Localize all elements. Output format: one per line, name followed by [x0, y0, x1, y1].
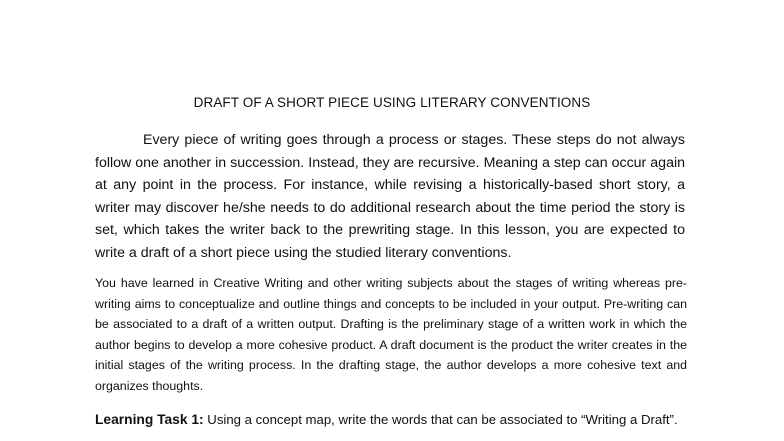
learning-task-text: Using a concept map, write the words that can be associated to “Writing a Draft”. — [203, 412, 678, 427]
document-title: DRAFT OF A SHORT PIECE USING LITERARY CONVENTIONS — [193, 95, 591, 110]
learning-task — [95, 410, 715, 430]
learning-task-label: Learning Task 1: — [95, 412, 204, 427]
intro-paragraph: Every piece of writing goes through a process or stages. These steps do not always follow one another in succession. Instead, they are recursive. Meaning a step can occur again at any point in the process. For instance, while revising a historically-based short story, a writer may discover he/she needs to do additional research about the time period the story is set, which takes the writer back to the prewriting stage. In this lesson, you are expected to write a draft of a short piece using the studied literary conventions. — [95, 132, 685, 261]
body-paragraph: You have learned in Creative Writing and other writing subjects about the stages of writing whereas pre-writing aims to conceptualize and outline things and concepts to be included in your output. Pre-writing can be associated to a draft of a written output. Drafting is the preliminary stage of a written work in which the author begins to develop a more cohesive product. A draft document is the product the writer creates in the initial stages of the writing process. In the drafting stage, the author develops a more cohesive text and organizes thoughts. — [95, 276, 687, 393]
